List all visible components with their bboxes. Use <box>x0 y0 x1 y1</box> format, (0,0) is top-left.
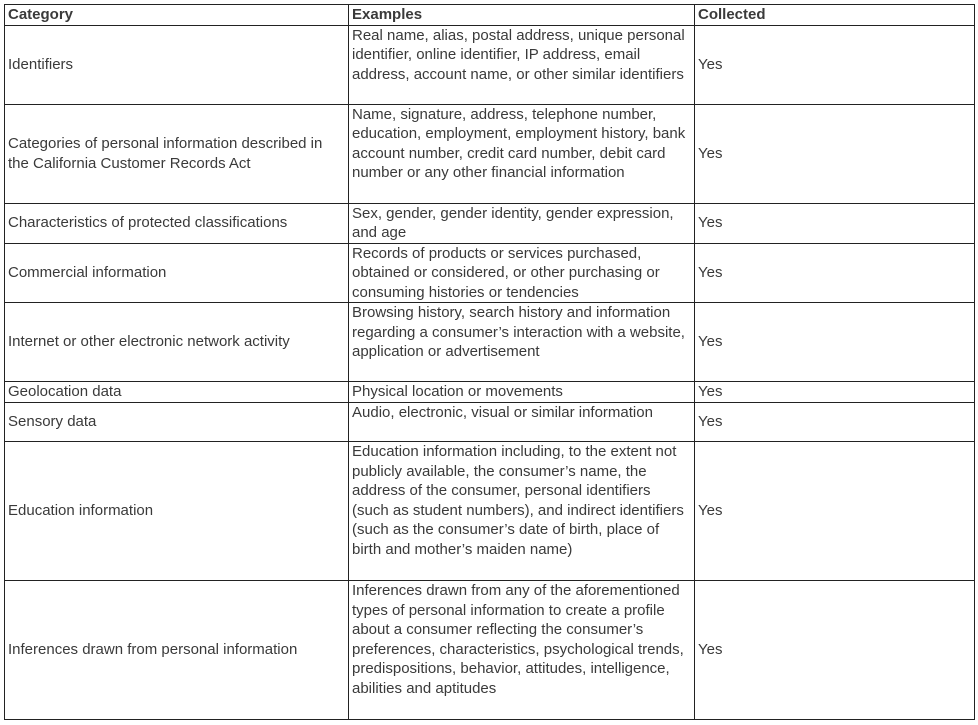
table-row <box>5 403 975 442</box>
collected-cell: Yes <box>695 382 975 403</box>
category-cell: Geolocation data <box>5 382 349 403</box>
collected-cell: Yes <box>695 442 975 581</box>
collected-cell: Yes <box>695 581 975 720</box>
examples-cell: Education information including, to the extent not publicly available, the consumer’s name, the address of the consumer, personal identifiers (such as student numbers), and indirect identifiers (such as the consumer’s date of birth, place of birth and mother’s maiden name) <box>349 442 695 581</box>
table-header-row <box>5 5 975 26</box>
collected-cell: Yes <box>695 303 975 382</box>
examples-cell: Real name, alias, postal address, unique personal identifier, online identifier, IP address, email address, account name, or other similar identifiers <box>349 25 695 104</box>
personal-information-table <box>4 4 975 720</box>
collected-cell: Yes <box>695 104 975 203</box>
examples-cell: Sex, gender, gender identity, gender expression, and age <box>349 203 695 243</box>
collected-cell: Yes <box>695 25 975 104</box>
table-row <box>5 442 975 581</box>
header-collected: Collected <box>695 5 975 26</box>
header-examples: Examples <box>349 5 695 26</box>
collected-cell: Yes <box>695 403 975 442</box>
category-cell: Commercial information <box>5 243 349 303</box>
category-cell: Education information <box>5 442 349 581</box>
table-row <box>5 25 975 104</box>
category-cell: Identifiers <box>5 25 349 104</box>
table-row <box>5 243 975 303</box>
collected-cell: Yes <box>695 203 975 243</box>
category-cell: Categories of personal information described in the California Customer Records Act <box>5 104 349 203</box>
header-category: Category <box>5 5 349 26</box>
table-row <box>5 203 975 243</box>
examples-cell: Name, signature, address, telephone number, education, employment, employment history, bank account number, credit card number, debit card number or any other financial information <box>349 104 695 203</box>
examples-cell: Inferences drawn from any of the aforementioned types of personal information to create a profile about a consumer reflecting the consumer’s preferences, characteristics, psychological trends, predispositions, behavior, attitudes, intelligence, abilities and aptitudes <box>349 581 695 720</box>
table-row <box>5 382 975 403</box>
table-row <box>5 104 975 203</box>
category-cell: Inferences drawn from personal information <box>5 581 349 720</box>
examples-cell: Physical location or movements <box>349 382 695 403</box>
table-row <box>5 581 975 720</box>
category-cell: Characteristics of protected classifications <box>5 203 349 243</box>
category-cell: Internet or other electronic network activity <box>5 303 349 382</box>
examples-cell: Records of products or services purchased, obtained or considered, or other purchasing or consuming histories or tendencies <box>349 243 695 303</box>
category-cell: Sensory data <box>5 403 349 442</box>
examples-cell: Audio, electronic, visual or similar information <box>349 403 695 442</box>
collected-cell: Yes <box>695 243 975 303</box>
examples-cell: Browsing history, search history and information regarding a consumer’s interaction with a website, application or advertisement <box>349 303 695 382</box>
table-row <box>5 303 975 382</box>
